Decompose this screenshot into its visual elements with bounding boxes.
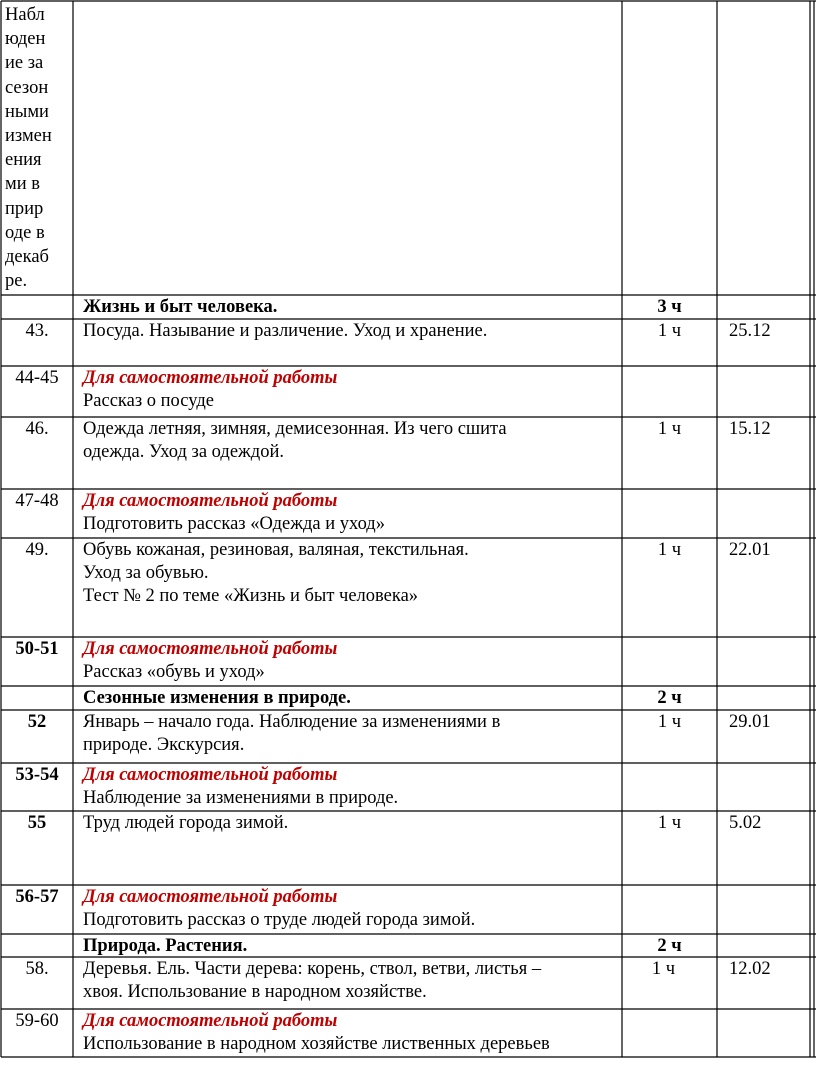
row-number: 49. [25, 540, 49, 560]
independent-work-label: Для самостоятельной работы [83, 368, 338, 388]
row-number: 47-48 [15, 491, 59, 511]
row-topic [73, 1010, 622, 1056]
row-hours: 1 ч [657, 712, 682, 732]
row-topic [73, 490, 622, 536]
row-number: 59-60 [15, 1011, 59, 1031]
topic-line: одежда. Уход за одеждой. [83, 442, 284, 462]
first-cell-line: декаб [5, 247, 49, 268]
row-number: 46. [25, 419, 49, 439]
topic-line: Январь – начало года. Наблюдение за изменениями в [83, 712, 501, 732]
row-topic [73, 296, 622, 319]
independent-work-label: Для самостоятельной работы [83, 639, 338, 659]
first-cell-line: юден [5, 29, 46, 50]
topic-line: Жизнь и быт человека. [83, 297, 278, 317]
row-hours: 2 ч [657, 688, 682, 708]
independent-work-label: Для самостоятельной работы [83, 765, 338, 785]
row-date: 5.02 [729, 813, 762, 833]
topic-line: Деревья. Ель. Части дерева: корень, ствол, ветви, листья – [83, 959, 542, 979]
independent-work-label: Для самостоятельной работы [83, 887, 338, 907]
row-hours: 1 ч [657, 321, 682, 341]
row-date: 22.01 [729, 540, 771, 560]
topic-line: Уход за обувью. [83, 563, 209, 583]
row-number: 53-54 [15, 765, 59, 785]
independent-work-label: Для самостоятельной работы [83, 491, 338, 511]
row-topic [73, 539, 622, 608]
first-cell-line: прир [5, 198, 44, 219]
row-topic [73, 687, 622, 710]
row-topic [73, 418, 622, 464]
first-cell-line: сезон [5, 77, 49, 98]
first-cell-line: ными [5, 101, 49, 122]
topic-line: Одежда летняя, зимняя, демисезонная. Из чего сшита [83, 419, 507, 439]
row-number: 43. [25, 321, 49, 341]
row-date: 25.12 [729, 321, 771, 341]
row-topic [73, 367, 622, 413]
row-hours: 1 ч [657, 813, 682, 833]
row-topic [73, 320, 622, 343]
topic-line: Природа. Растения. [83, 936, 248, 956]
row-hours: 1 ч [657, 419, 682, 439]
row-topic [73, 638, 622, 684]
first-cell-line: оде в [5, 222, 45, 243]
topic-line: природе. Экскурсия. [83, 735, 245, 755]
row-hours: 1 ч [657, 540, 682, 560]
independent-work-label: Для самостоятельной работы [83, 1011, 338, 1031]
topic-line: Обувь кожаная, резиновая, валяная, текстильная. [83, 540, 469, 560]
row-number: 58. [25, 959, 49, 979]
topic-line: Сезонные изменения в природе. [83, 688, 351, 708]
first-cell-line: Набл [5, 5, 45, 25]
first-cell-line: ие за [5, 53, 44, 74]
row-number: 55 [27, 813, 47, 833]
first-cell-text [5, 3, 69, 293]
row-topic [73, 711, 622, 757]
topic-line: Посуда. Называние и различение. Уход и хранение. [83, 321, 488, 341]
topic-line: Труд людей города зимой. [83, 813, 289, 833]
first-cell-line: ре. [5, 271, 28, 292]
first-cell-line: измен [5, 126, 52, 147]
first-cell-line: ения [5, 150, 42, 171]
row-topic [73, 764, 622, 810]
row-date: 15.12 [729, 419, 771, 439]
row-topic [73, 886, 622, 932]
topic-line: Рассказ о посуде [83, 391, 214, 411]
row-number: 52 [27, 712, 47, 732]
row-topic [73, 935, 622, 958]
topic-line: Использование в народном хозяйстве лиственных деревьев [83, 1034, 550, 1054]
row-date: 12.02 [729, 959, 771, 979]
row-date: 29.01 [729, 712, 771, 732]
topic-line: Подготовить рассказ «Одежда и уход» [83, 514, 385, 534]
row-number: 44-45 [15, 368, 59, 388]
row-topic [73, 812, 622, 835]
row-number: 50-51 [15, 639, 59, 659]
row-hours: 1 ч [651, 959, 676, 979]
first-cell-line: ми в [5, 174, 40, 195]
topic-line: Рассказ «обувь и уход» [83, 662, 265, 682]
row-topic [73, 958, 622, 1004]
topic-line: Подготовить рассказ о труде людей города зимой. [83, 910, 476, 930]
topic-line: хвоя. Использование в народном хозяйстве. [83, 982, 427, 1002]
row-number: 56-57 [15, 887, 59, 907]
row-hours: 3 ч [657, 297, 682, 317]
row-hours: 2 ч [657, 936, 682, 956]
topic-line: Наблюдение за изменениями в природе. [83, 788, 399, 808]
topic-line: Тест № 2 по теме «Жизнь и быт человека» [83, 586, 419, 606]
